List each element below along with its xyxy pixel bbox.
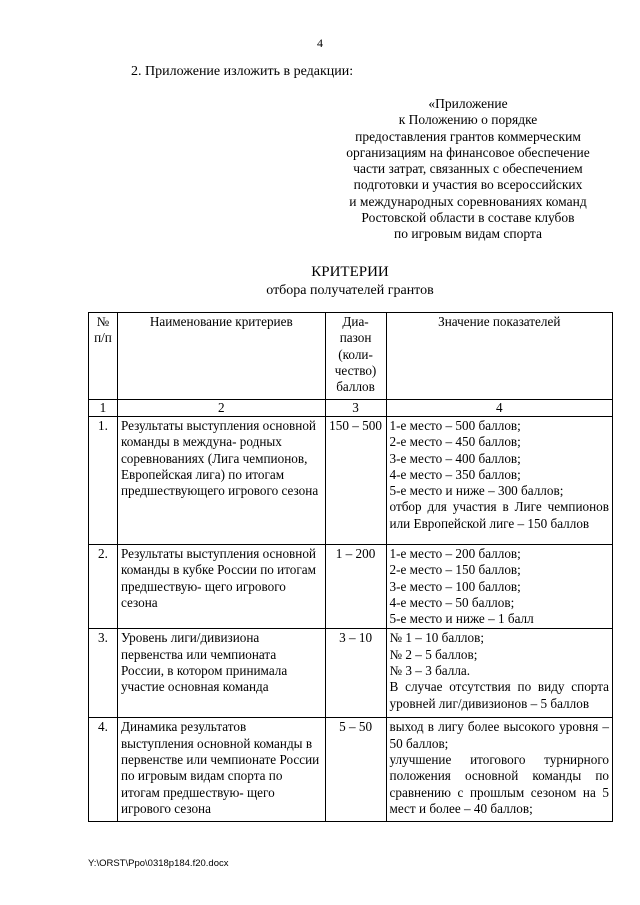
table-row — [89, 545, 613, 629]
appendix-line: к Положению о порядке — [398, 112, 538, 128]
document-title: КРИТЕРИИ — [311, 264, 389, 280]
appendix-line: организациям на финансовое обеспечение — [346, 144, 590, 160]
value-line: № 1 – 10 баллов; — [389, 630, 485, 646]
criterion-range: 150 – 500 — [325, 417, 386, 545]
appendix-line: предоставления грантов коммерческим — [355, 128, 581, 144]
criterion-range: 3 – 10 — [325, 629, 386, 718]
column-number-row — [89, 400, 613, 417]
column-number: 3 — [325, 400, 386, 417]
value-line: отбор для участия в Лиге чемпионов или Европейской лиге – 150 баллов — [389, 499, 609, 531]
criterion-name: Динамика результатов выступления основной команды в первенстве или чемпионате России по игровым видам спорта по итогам предшествую- щего игрового сезона — [117, 718, 325, 822]
criterion-values — [386, 545, 612, 629]
intro-text: 2. Приложение изложить в редакции: — [131, 64, 354, 79]
page-number: 4 — [317, 36, 323, 50]
appendix-line: подготовки и участия во всероссийских — [353, 177, 583, 193]
appendix-line: части затрат, связанных с обеспечением — [353, 161, 583, 177]
value-line: 1-е место – 500 баллов; — [389, 418, 521, 433]
header-name: Наименование критериев — [117, 313, 325, 400]
table-row — [89, 718, 613, 822]
row-number: 4. — [89, 718, 118, 822]
file-path-footer: Y:\ORST\Ppo\0318p184.f20.docx — [88, 858, 229, 869]
criterion-values — [386, 417, 612, 545]
value-line: 2-е место – 450 баллов; — [389, 434, 521, 450]
row-number: 2. — [89, 545, 118, 629]
criterion-range: 1 – 200 — [325, 545, 386, 629]
criterion-name: Уровень лиги/дивизиона первенства или чемпионата России, в котором принимала участие основная команда — [117, 629, 325, 718]
value-line: 2-е место – 150 баллов; — [389, 562, 521, 578]
value-line: 3-е место – 100 баллов; — [389, 578, 521, 594]
value-line: В случае отсутствия по виду спорта уровней лиг/дивизионов – 5 баллов — [389, 679, 609, 711]
value-line: 4-е место – 350 баллов; — [389, 466, 521, 482]
column-number: 4 — [386, 400, 612, 417]
appendix-heading — [328, 96, 608, 243]
criterion-name: Результаты выступления основной команды в междуна- родных соревнованиях (Лига чемпионов, Европейская лига) по итогам предшествующего игрового сезона — [117, 417, 325, 545]
appendix-line: и международных соревнованиях команд — [349, 193, 587, 209]
header-value: Значение показателей — [386, 313, 612, 400]
value-line: 4-е место – 50 баллов; — [389, 594, 515, 610]
appendix-line: по игровым видам спорта — [394, 226, 542, 242]
header-num: № п/п — [89, 313, 118, 400]
criterion-name: Результаты выступления основной команды в кубке России по итогам предшествую- щего игрового сезона — [117, 545, 325, 629]
document-subtitle: отбора получателей грантов — [266, 283, 434, 298]
criterion-values — [386, 629, 612, 718]
value-line: выход в лигу более высокого уровня – 50 баллов; — [389, 719, 609, 751]
appendix-line: «Приложение — [428, 96, 508, 111]
value-line: 5-е место и ниже – 300 баллов; — [389, 483, 564, 499]
header-range: Диа- пазон (коли- чество) баллов — [325, 313, 386, 400]
criterion-values — [386, 718, 612, 822]
appendix-line: Ростовской области в составе клубов — [361, 210, 575, 226]
value-line: № 3 – 3 балла. — [389, 663, 471, 679]
value-line: 1-е место – 200 баллов; — [389, 546, 521, 561]
row-number: 3. — [89, 629, 118, 718]
criterion-range: 5 – 50 — [325, 718, 386, 822]
row-number: 1. — [89, 417, 118, 545]
value-line: 3-е место – 400 баллов; — [389, 450, 521, 466]
table-row — [89, 417, 613, 545]
criteria-table — [88, 312, 613, 822]
value-line: улучшение итогового турнирного положения основной команды по сравнению с прошлым сезоном на 5 мест и более – 40 баллов; — [389, 752, 609, 816]
column-number: 1 — [89, 400, 118, 417]
table-header-row — [89, 313, 613, 400]
table-row — [89, 629, 613, 718]
value-line: № 2 – 5 баллов; — [389, 646, 478, 662]
column-number: 2 — [117, 400, 325, 417]
value-line: 5-е место и ниже – 1 балл — [389, 611, 534, 627]
